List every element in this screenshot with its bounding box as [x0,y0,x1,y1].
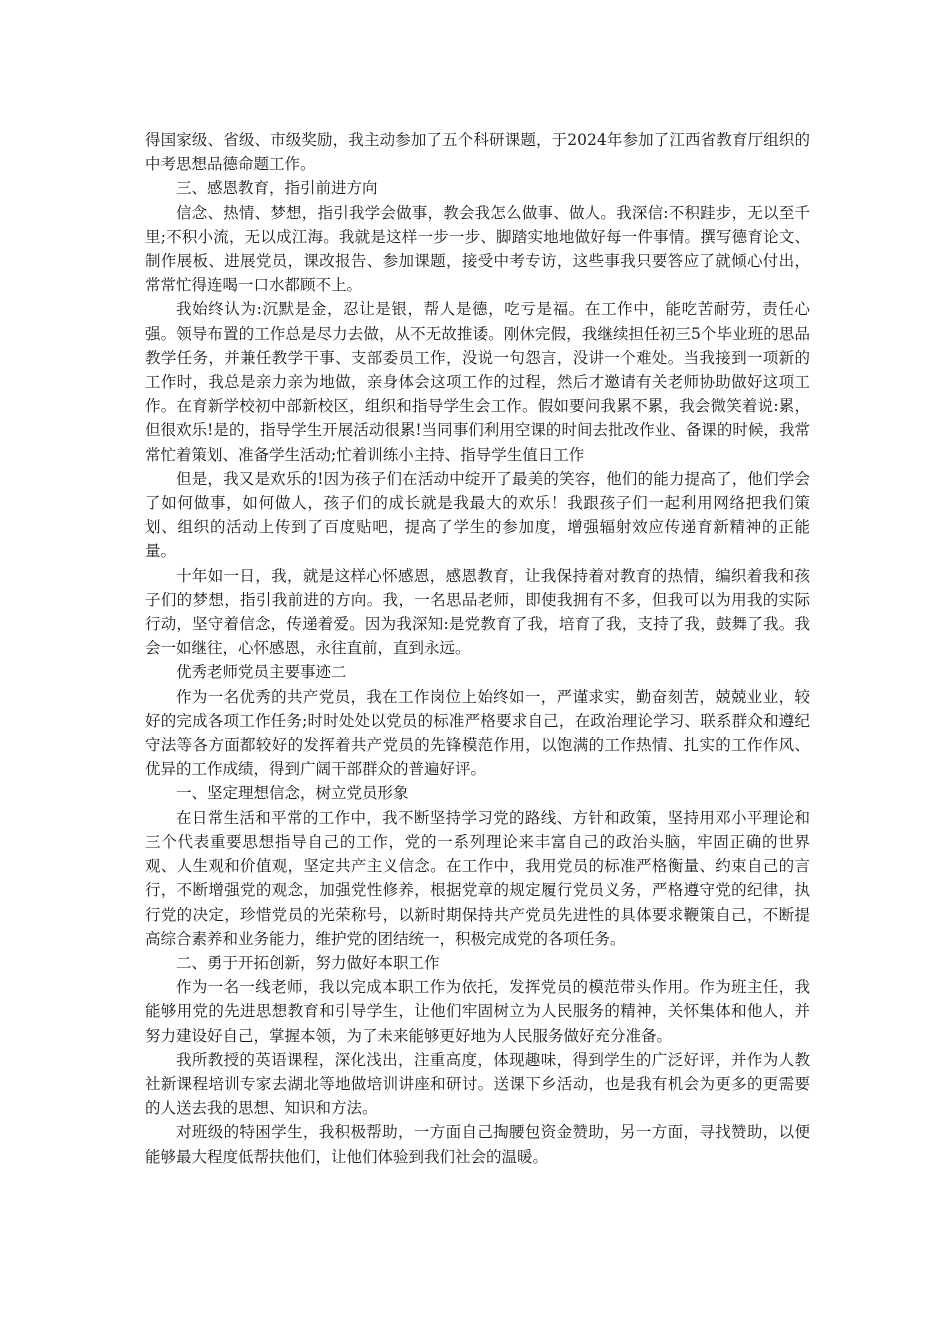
paragraph: 我所教授的英语课程，深化浅出，注重高度，体现趣味，得到学生的广泛好评，并作为人教社新课程培训专家去湖北等地做培训讲座和研讨。送课下乡活动，也是我有机会为更多的更需要的人送去我的思想、知识和方法。 [145,1050,810,1118]
paragraph: 我始终认为:沉默是金，忍让是银，帮人是德，吃亏是福。在工作中，能吃苦耐劳，责任心强。领导布置的工作总是尽力去做，从不无故推诿。刚休完假，我继续担任初三5个毕业班的思品教学任务，并兼任教学干事、支部委员工作，没说一句怨言，没讲一个难处。当我接到一项新的工作时，我总是亲力亲为地做，亲身体会这项工作的过程，然后才邀请有关老师协助做好这项工作。在育新学校初中部新校区，组织和指导学生会工作。假如要问我累不累，我会微笑着说:累，但很欢乐!是的，指导学生开展活动很累!当同事们利用空课的时间去批改作业、备课的时候，我常常忙着策划、准备学生活动;忙着训练小主持、指导学生值日工作 [145,300,810,464]
paragraph: 对班级的特困学生，我积极帮助，一方面自己掏腰包资金赞助，另一方面，寻找赞助，以便能够最大程度低帮扶他们，让他们体验到我们社会的温暖。 [145,1123,810,1166]
section-heading-ideals: 一、坚定理想信念，树立党员形象 [176,784,409,803]
paragraph: 作为一名优秀的共产党员，我在工作岗位上始终如一，严谨求实，勤奋刻苦，兢兢业业，较好的完成各项工作任务;时时处处以党员的标准严格要求自己，在政治理论学习、联系群众和遵纪守法等各方面都较好的发挥着共产党员的先锋模范作用，以饱满的工作热情、扎实的工作作风、优异的工作成绩，得到广阔干部群众的普遍好评。 [145,687,810,779]
section-heading-gratitude: 三、感恩教育，指引前进方向 [176,179,378,198]
article-title: 优秀老师党员主要事迹二 [176,663,347,682]
paragraph: 但是，我又是欢乐的!因为孩子们在活动中绽开了最美的笑容，他们的能力提高了，他们学会了如何做事，如何做人，孩子们的成长就是我最大的欢乐！我跟孩子们一起利用网络把我们策划、组织的活动上传到了百度贴吧，提高了学生的参加度，增强辐射效应传递育新精神的正能量。 [145,469,810,561]
paragraph: 在日常生活和平常的工作中，我不断坚持学习党的路线、方针和政策，坚持用邓小平理论和三个代表重要思想指导自己的工作，党的一系列理论来丰富自己的政治头脑，牢固正确的世界观、人生观和价值观，坚定共产主义信念。在工作中，我用党员的标准严格衡量、约束自己的言行，不断增强党的观念，加强党性修养，根据党章的规定履行党员义务，严格遵守党的纪律，执行党的决定，珍惜党员的光荣称号，以新时期保持共产党员先进性的具体要求鞭策自己，不断提高综合素养和业务能力，维护党的团结统一，积极完成党的各项任务。 [145,808,810,948]
paragraph: 作为一名一线老师，我以完成本职工作为依托，发挥党员的模范带头作用。作为班主任，我能够用党的先进思想教育和引导学生，让他们牢固树立为人民服务的精神，关怀集体和他人，并努力建设好自己，掌握本领，为了未来能够更好地为人民服务做好充分准备。 [145,978,810,1045]
paragraph-continued: 得国家级、省级、市级奖励，我主动参加了五个科研课题，于2024年参加了江西省教育厅组织的中考思想品德命题工作。 [145,131,810,174]
paragraph: 信念、热情、梦想，指引我学会做事，教会我怎么做事、做人。我深信:不积跬步，无以至千里;不积小流，无以成江海。我就是这样一步一步、脚踏实地地做好每一件事情。撰写德育论文、制作展板、进展党员，课改报告、参加课题，接受中考专访，这些事我只要答应了就倾心付出，常常忙得连喝一口水都顾不上。 [145,203,810,295]
section-heading-innovation: 二、勇于开拓创新，努力做好本职工作 [176,953,440,972]
document-body [145,128,810,1169]
paragraph: 十年如一日，我，就是这样心怀感恩，感恩教育，让我保持着对教育的热情，编织着我和孩子们的梦想，指引我前进的方向。我，一名思品老师，即使我拥有不多，但我可以为用我的实际行动，坚守着信念，传递着爱。因为我深知:是党教育了我，培育了我，支持了我，鼓舞了我。我会一如继往，心怀感恩，永往直前，直到永远。 [145,566,810,658]
